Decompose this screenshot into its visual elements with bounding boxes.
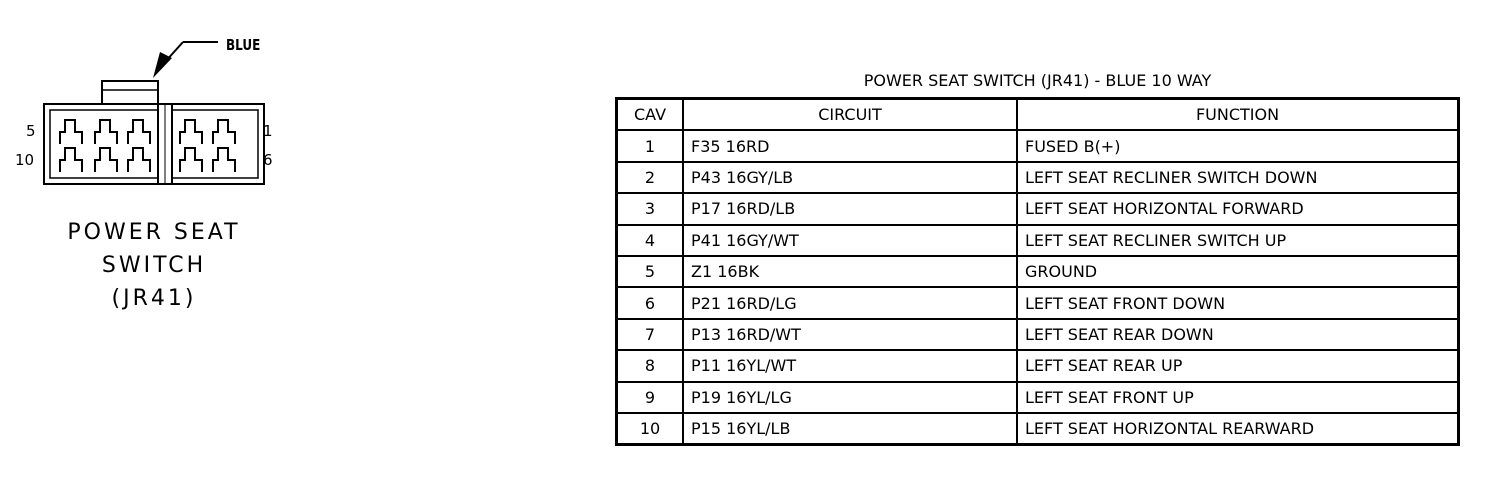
cell-circuit: Z1 16BK bbox=[683, 256, 1017, 287]
cell-cav: 1 bbox=[617, 130, 684, 161]
table-row bbox=[617, 382, 1459, 413]
header-cav: CAV bbox=[617, 99, 684, 131]
pin-label-10: 10 bbox=[15, 151, 35, 169]
cell-circuit: F35 16RD bbox=[683, 130, 1017, 161]
pin-cavity bbox=[213, 120, 235, 144]
pin-cavity bbox=[128, 148, 150, 172]
connector-key-tab bbox=[102, 81, 158, 104]
cell-cav: 10 bbox=[617, 413, 684, 445]
header-function: FUNCTION bbox=[1017, 99, 1459, 131]
cell-cav: 5 bbox=[617, 256, 684, 287]
header-circuit: CIRCUIT bbox=[683, 99, 1017, 131]
cell-function: LEFT SEAT HORIZONTAL REARWARD bbox=[1017, 413, 1459, 445]
connector-caption-line-2: SWITCH bbox=[101, 253, 207, 278]
cell-function: LEFT SEAT REAR DOWN bbox=[1017, 319, 1459, 350]
cell-cav: 7 bbox=[617, 319, 684, 350]
connector-pins bbox=[60, 120, 235, 172]
connector-color-label: BLUE bbox=[226, 36, 261, 54]
table-row bbox=[617, 287, 1459, 318]
cell-function: LEFT SEAT RECLINER SWITCH DOWN bbox=[1017, 162, 1459, 193]
table-row bbox=[617, 162, 1459, 193]
pin-cavity bbox=[60, 120, 82, 144]
pin-label-6: 6 bbox=[263, 151, 273, 169]
cell-circuit: P11 16YL/WT bbox=[683, 350, 1017, 381]
pin-cavity bbox=[128, 120, 150, 144]
cell-cav: 2 bbox=[617, 162, 684, 193]
cell-cav: 3 bbox=[617, 193, 684, 224]
connector-caption bbox=[44, 216, 264, 315]
cell-function: LEFT SEAT FRONT UP bbox=[1017, 382, 1459, 413]
connector-shell-outer bbox=[44, 104, 264, 184]
cell-cav: 6 bbox=[617, 287, 684, 318]
cell-function: LEFT SEAT RECLINER SWITCH UP bbox=[1017, 225, 1459, 256]
pin-label-1: 1 bbox=[263, 122, 273, 140]
pin-cavity bbox=[95, 120, 117, 144]
cell-cav: 8 bbox=[617, 350, 684, 381]
cell-cav: 9 bbox=[617, 382, 684, 413]
pin-label-5: 5 bbox=[26, 122, 36, 140]
table-header-row bbox=[617, 99, 1459, 131]
pin-cavity bbox=[95, 148, 117, 172]
cell-circuit: P19 16YL/LG bbox=[683, 382, 1017, 413]
cell-function: FUSED B(+) bbox=[1017, 130, 1459, 161]
pin-cavity bbox=[180, 148, 202, 172]
table-row bbox=[617, 256, 1459, 287]
cell-circuit: P17 16RD/LB bbox=[683, 193, 1017, 224]
pin-cavity bbox=[60, 148, 82, 172]
table-row bbox=[617, 225, 1459, 256]
connector-caption-line-1: POWER SEAT bbox=[67, 220, 241, 245]
table-row bbox=[617, 413, 1459, 445]
connector-caption-line-3: (JR41) bbox=[111, 286, 197, 311]
pin-cavity bbox=[180, 120, 202, 144]
table-title: POWER SEAT SWITCH (JR41) - BLUE 10 WAY bbox=[863, 71, 1212, 90]
pinout-table-body bbox=[617, 130, 1459, 444]
pin-cavity bbox=[213, 148, 235, 172]
cell-function: LEFT SEAT REAR UP bbox=[1017, 350, 1459, 381]
cell-function: LEFT SEAT HORIZONTAL FORWARD bbox=[1017, 193, 1459, 224]
cell-function: LEFT SEAT FRONT DOWN bbox=[1017, 287, 1459, 318]
cell-circuit: P21 16RD/LG bbox=[683, 287, 1017, 318]
cell-cav: 4 bbox=[617, 225, 684, 256]
cell-circuit: P43 16GY/LB bbox=[683, 162, 1017, 193]
table-row bbox=[617, 319, 1459, 350]
table-row bbox=[617, 193, 1459, 224]
cell-circuit: P13 16RD/WT bbox=[683, 319, 1017, 350]
table-row bbox=[617, 350, 1459, 381]
pinout-table bbox=[615, 97, 1460, 446]
cell-circuit: P41 16GY/WT bbox=[683, 225, 1017, 256]
cell-circuit: P15 16YL/LB bbox=[683, 413, 1017, 445]
table-row bbox=[617, 130, 1459, 161]
cell-function: GROUND bbox=[1017, 256, 1459, 287]
